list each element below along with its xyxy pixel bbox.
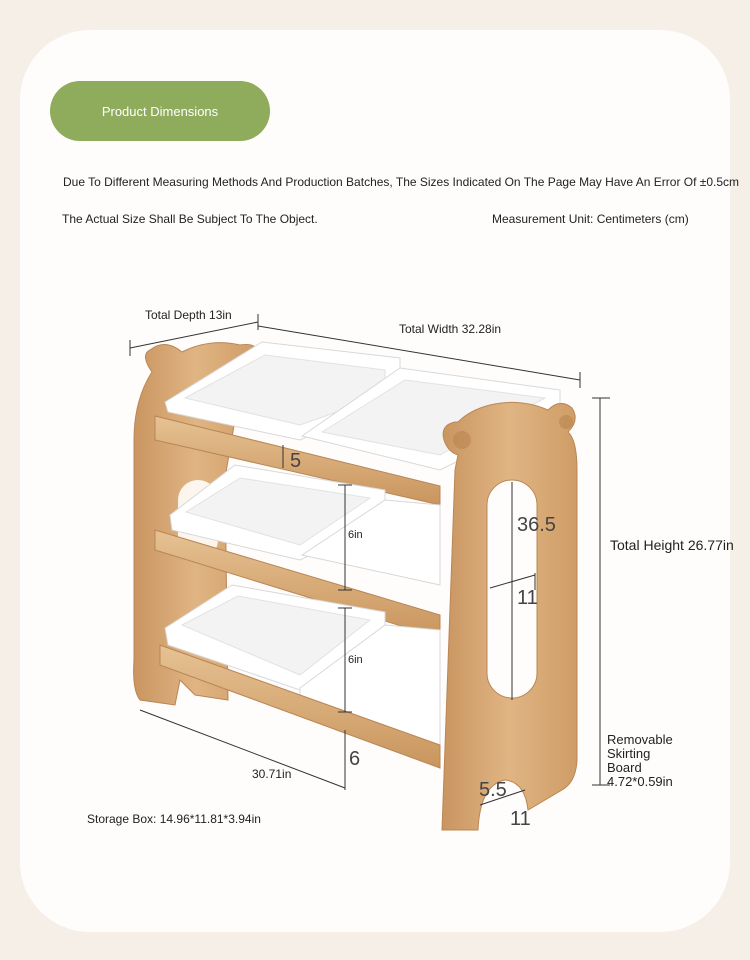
- skirting-line-3: Board: [607, 760, 642, 775]
- unit-note: Measurement Unit: Centimeters (cm): [492, 212, 689, 226]
- base-width-label: 30.71in: [252, 767, 292, 781]
- cm-top-rail-label: 5: [290, 450, 302, 472]
- storage-box-label: Storage Box: 14.96*11.81*3.94in: [87, 812, 261, 826]
- skirting-board-label: [607, 733, 673, 789]
- shelf-gap-bottom-label: 6in: [348, 654, 363, 666]
- cm-side-height-label: 36.5: [517, 514, 556, 536]
- total-depth-label: Total Depth 13in: [145, 308, 232, 322]
- cm-foot-width-label: 11: [510, 808, 531, 830]
- product-dimensions-label: Product Dimensions: [101, 103, 219, 119]
- skirting-line-2: Skirting: [607, 746, 651, 761]
- error-note: Due To Different Measuring Methods And Production Batches, The Sizes Indicated On The Page May Have An Error Of ±0.5cm: [63, 175, 740, 189]
- skirting-line-1: Removable: [607, 732, 673, 747]
- shelf-gap-top-label: 6in: [348, 529, 363, 541]
- cm-side-depth-label: 11: [517, 587, 538, 609]
- actual-size-note: The Actual Size Shall Be Subject To The Object.: [62, 212, 318, 226]
- cm-foot-height-label: 5.5: [479, 779, 507, 801]
- total-width-label: Total Width 32.28in: [399, 322, 502, 336]
- cm-bottom-clearance-label: 6: [349, 748, 361, 770]
- skirting-size: 4.72*0.59in: [607, 774, 673, 789]
- total-height-label: Total Height 26.77in: [610, 537, 734, 553]
- right-side-panel: [442, 402, 577, 830]
